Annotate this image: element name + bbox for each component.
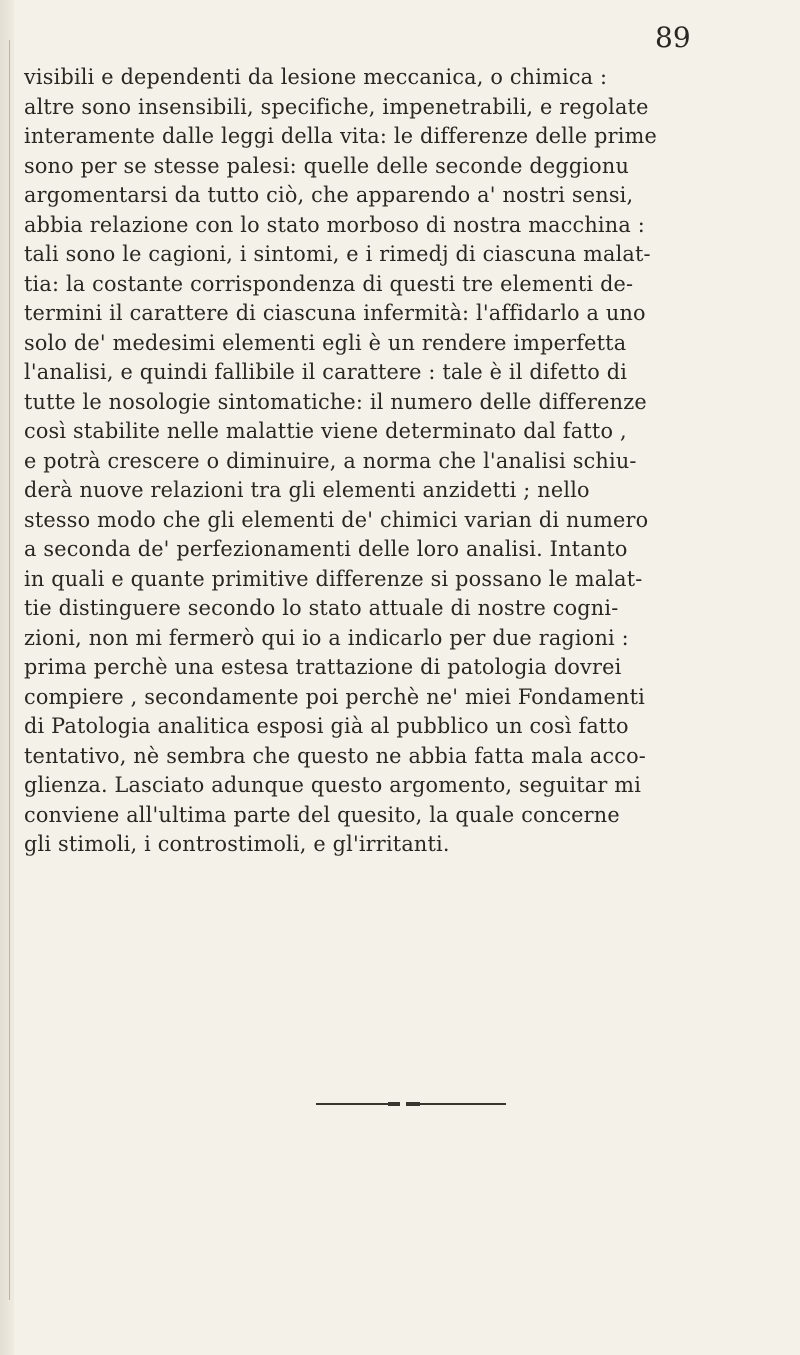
text-line: interamente dalle leggi della vita: le differenze delle prime <box>24 124 658 148</box>
text-line: di Patologia analitica esposi già al pubblico un così fatto <box>24 714 629 738</box>
text-line: visibili e dependenti da lesione meccanica, o chimica : <box>24 65 608 89</box>
rule-segment <box>406 1102 420 1106</box>
text-line: derà nuove relazioni tra gli elementi anzidetti ; nello <box>24 478 590 502</box>
text-line: altre sono insensibili, specifiche, impenetrabili, e regolate <box>24 94 649 119</box>
text-line: tentativo, nè sembra che questo ne abbia fatta mala acco- <box>24 743 647 768</box>
text-line: tie distinguere secondo lo stato attuale di nostre cogni- <box>24 596 619 620</box>
text-line: zioni, non mi fermerò qui io a indicarlo per due ragioni : <box>24 625 629 650</box>
text-line: sono per se stesse palesi: quelle delle seconde deggionu <box>24 153 630 178</box>
text-line: conviene all'ultima parte del quesito, la quale concerne <box>24 802 620 827</box>
text-line: abbia relazione con lo stato morboso di nostra macchina : <box>24 212 645 237</box>
section-divider-rule <box>316 1102 506 1105</box>
rule-segment <box>420 1103 506 1105</box>
text-line: tutte le nosologie sintomatiche: il numero delle differenze <box>24 389 647 414</box>
binding-gutter <box>0 0 14 1355</box>
rule-segment <box>316 1103 388 1105</box>
text-line: tia: la costante corrispondenza di questi tre elementi de- <box>24 271 634 296</box>
text-line: così stabilite nelle malattie viene determinato dal fatto , <box>24 419 627 443</box>
text-line: in quali e quante primitive differenze si possano le malat- <box>24 566 643 591</box>
rule-segment <box>388 1102 400 1106</box>
page-number: 89 <box>655 21 691 54</box>
text-line: prima perchè una estesa trattazione di patologia dovrei <box>24 655 622 679</box>
text-line: solo de' medesimi elementi egli è un rendere imperfetta <box>24 330 627 355</box>
text-line: a seconda de' perfezionamenti delle loro analisi. Intanto <box>24 537 628 561</box>
text-line: argomentarsi da tutto ciò, che apparendo a' nostri sensi, <box>24 183 634 207</box>
text-line: termini il carattere di ciascuna infermità: l'affidarlo a uno <box>24 301 646 325</box>
text-line: gli stimoli, i controstimoli, e gl'irritanti. <box>24 832 450 856</box>
text-line: tali sono le cagioni, i sintomi, e i rimedj di ciascuna malat- <box>24 242 651 266</box>
text-line: compiere , secondamente poi perchè ne' miei Fondamenti <box>24 684 645 709</box>
body-text <box>24 63 784 860</box>
text-line: l'analisi, e quindi fallibile il carattere : tale è il difetto di <box>24 360 628 384</box>
text-line: e potrà crescere o diminuire, a norma che l'analisi schiu- <box>24 448 637 473</box>
text-line: stesso modo che gli elementi de' chimici varian di numero <box>24 507 649 532</box>
text-line: glienza. Lasciato adunque questo argomento, seguitar mi <box>24 773 642 797</box>
gutter-edge <box>9 40 10 1300</box>
